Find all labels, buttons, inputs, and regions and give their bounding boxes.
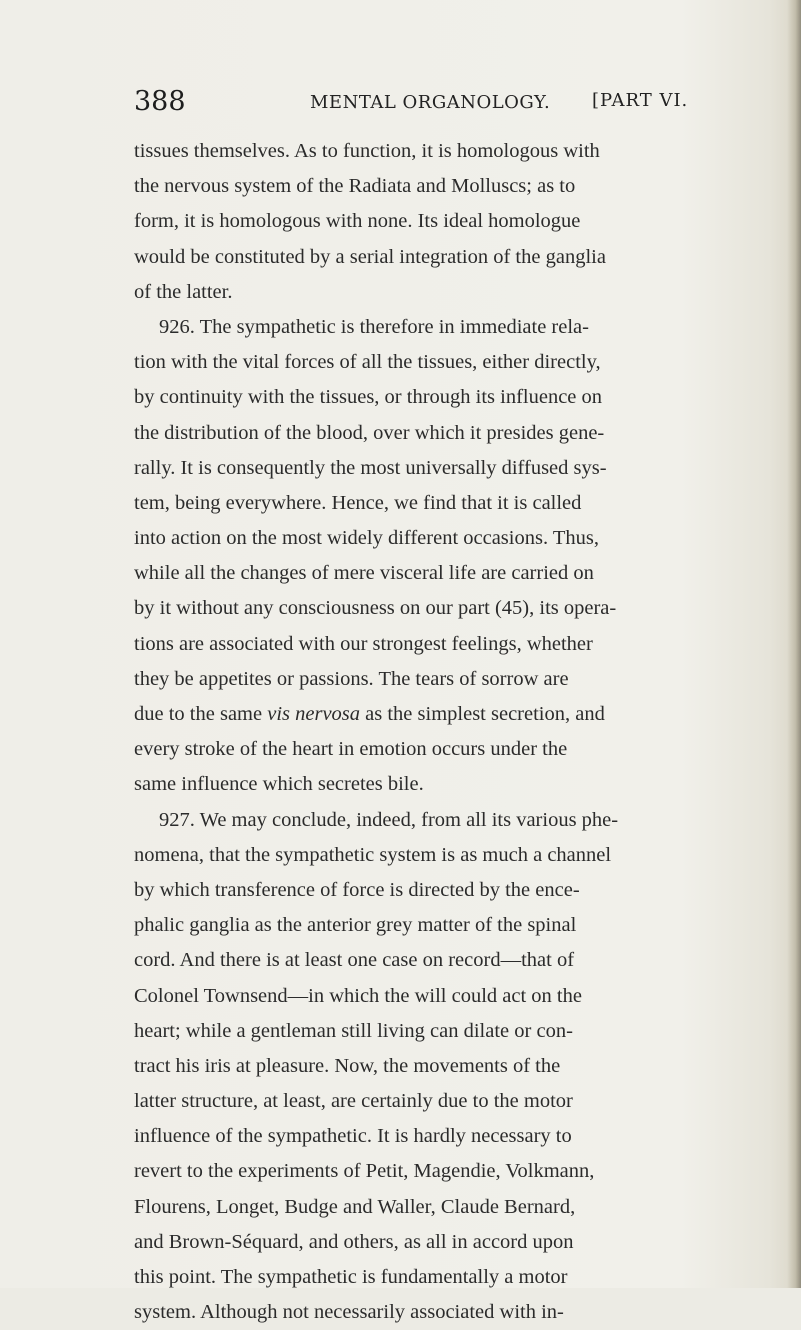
text-line: while all the changes of mere visceral life are carried on [134, 562, 594, 585]
text-line: Colonel Townsend—in which the will could act on the [134, 984, 582, 1007]
text-line: tion with the vital forces of all the tissues, either directly, [134, 351, 601, 374]
text-line: of the latter. [134, 280, 233, 303]
text-line: this point. The sympathetic is fundamentally a motor [134, 1266, 568, 1288]
text-line: heart; while a gentleman still living can dilate or con- [134, 1019, 573, 1042]
text-line-with-italic [134, 697, 754, 732]
text-line: tissues themselves. As to function, it is homologous with [134, 140, 600, 162]
page-number: 388 [134, 86, 186, 117]
text-line: tem, being everywhere. Hence, we find that it is called [134, 491, 582, 514]
text-line: tract his iris at pleasure. Now, the movements of the [134, 1054, 561, 1077]
text-line: into action on the most widely different occasions. Thus, [134, 527, 599, 550]
text-line: nomena, that the sympathetic system is as much a channel [134, 843, 612, 866]
text-line: every stroke of the heart in emotion occurs under the [134, 738, 568, 761]
text-line: and Brown-Séquard, and others, as all in accord upon [134, 1230, 574, 1253]
italic-phrase: vis nervosa [267, 703, 361, 725]
part-label: [PART VI. [592, 90, 689, 111]
text-line: by continuity with the tissues, or through its influence on [134, 386, 603, 409]
text-line: rally. It is consequently the most universally diffused sys- [134, 456, 607, 479]
text-line: tions are associated with our strongest feelings, whether [134, 632, 593, 655]
text-line: the distribution of the blood, over which it presides gene- [134, 421, 605, 444]
text-line: Flourens, Longet, Budge and Waller, Claude Bernard, [134, 1195, 576, 1218]
text-segment: due to the same [134, 703, 268, 725]
text-segment: as the simplest secretion, and [360, 703, 605, 725]
text-line: latter structure, at least, are certainly due to the motor [134, 1090, 573, 1113]
paragraph-927-start: 927. We may conclude, indeed, from all its various phe- [159, 808, 619, 831]
text-line: would be constituted by a serial integration of the ganglia [134, 245, 606, 268]
text-line: cord. And there is at least one case on record—that of [134, 949, 575, 972]
text-line: form, it is homologous with none. Its ideal homologue [134, 210, 581, 233]
text-line: same influence which secretes bile. [134, 773, 424, 796]
text-line: revert to the experiments of Petit, Magendie, Volkmann, [134, 1160, 595, 1183]
text-line: by which transference of force is directed by the ence- [134, 878, 580, 901]
page-edge-shadow [787, 0, 801, 1288]
body-text [134, 134, 754, 1330]
page-header [134, 86, 744, 122]
text-line: by it without any consciousness on our part (45), its opera- [134, 597, 617, 620]
text-line: phalic ganglia as the anterior grey matter of the spinal [134, 914, 577, 937]
running-title: MENTAL ORGANOLOGY. [310, 92, 551, 113]
paragraph-926-start: 926. The sympathetic is therefore in immediate rela- [159, 315, 589, 338]
text-line: they be appetites or passions. The tears of sorrow are [134, 667, 569, 690]
text-line: the nervous system of the Radiata and Molluscs; as to [134, 175, 576, 198]
text-line: system. Although not necessarily associated with in- [134, 1301, 564, 1324]
text-line: influence of the sympathetic. It is hardly necessary to [134, 1125, 572, 1148]
